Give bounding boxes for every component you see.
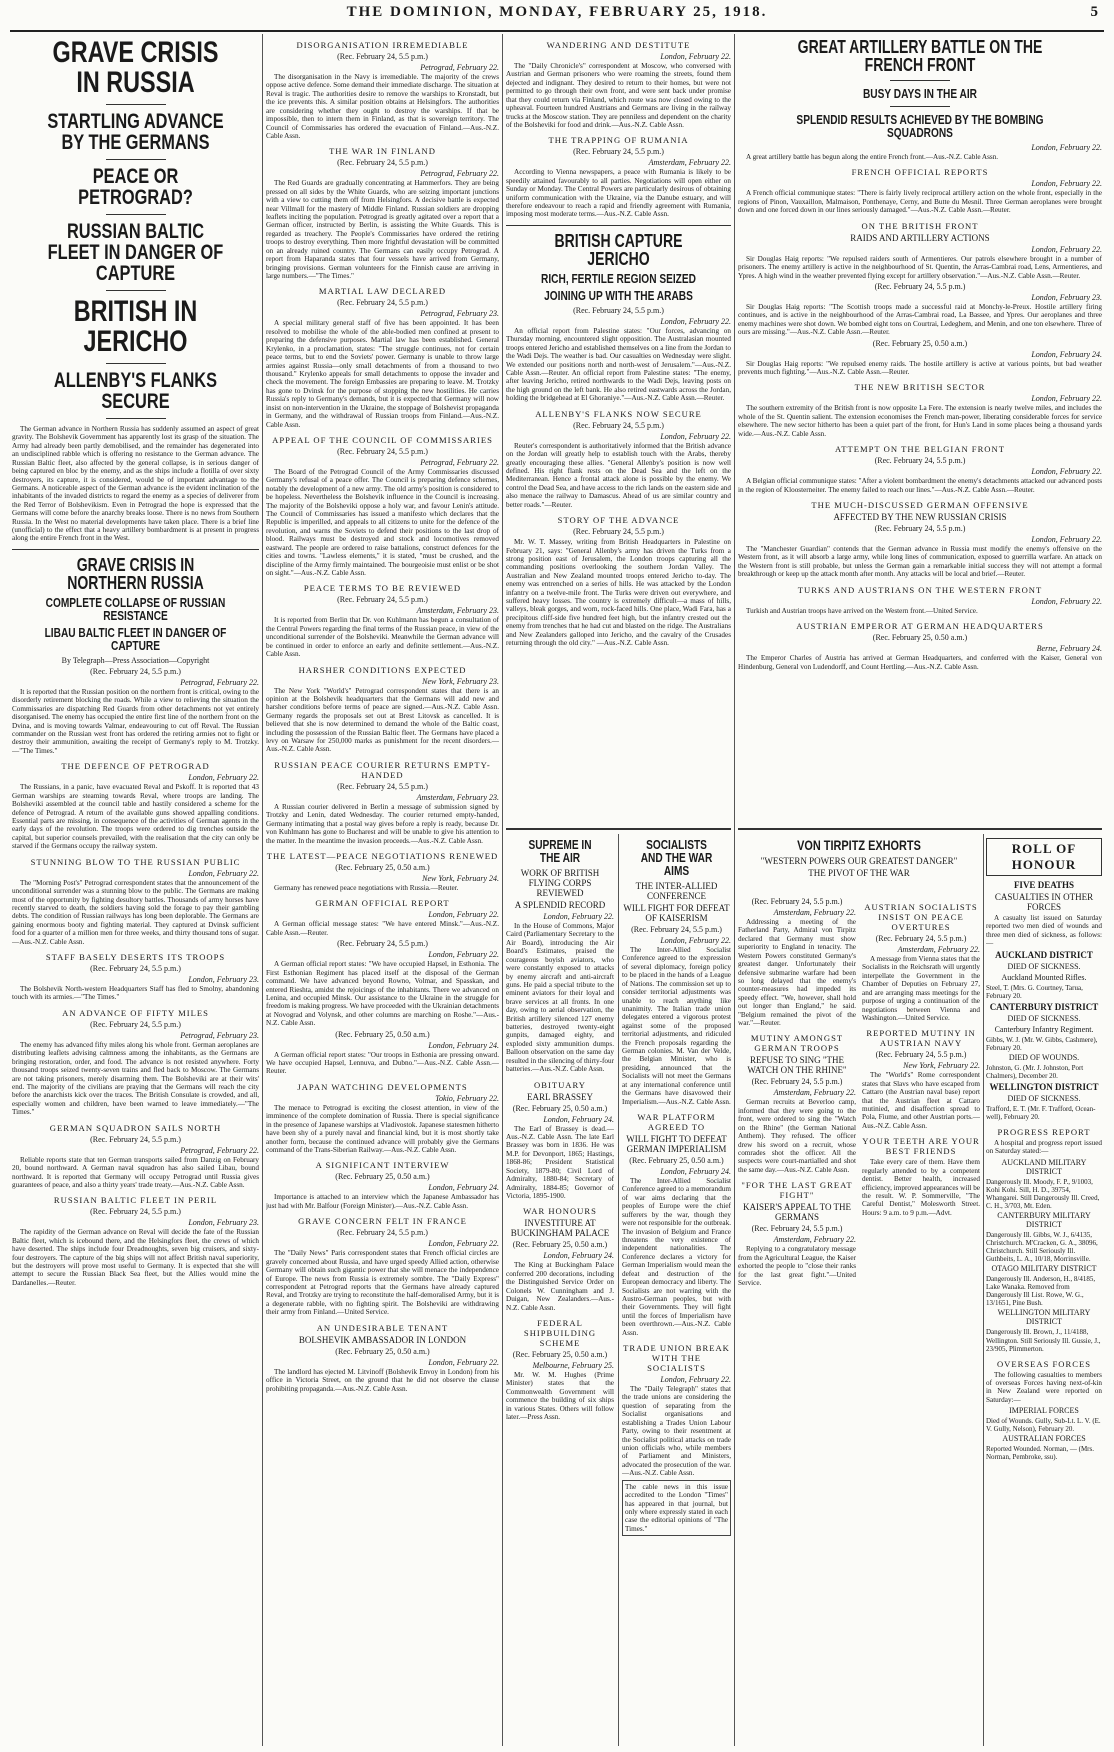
article-paragraph: According to Vienna newspapers, a peace with Rumania is likely to be speedily attained favourably to all parties. Negotiations will open either on Sunday or Monday. The Central Powers are particularly desirous of obtaining uniform communication with the Ukraine, via the Danube estuary, and will therefore endeavour to reach a rapid and friendly agreement with Rumania, imposing most moderate terms.—Aus.-N.Z. Cable Assn.	[506, 168, 731, 219]
article-paragraph: The Inter-Allied Socialist Conference agreed to a memorandum of war aims declaring that the peoples of Europe were the chief sufferers by the war, though they were not responsible for the outbreak. The invasion of Belgium and France threatens the very existence of independent nationalities. The Conference declares a victory for German Imperialism would mean the defeat and destruction of the European democracy and liberty. The Socialists are not warring with the Austro-German peoples, but with their Governments. They will fight until the forces of Imperialism have been overthrown.—Aus.-N.Z. Cable Assn.	[622, 1177, 731, 1337]
subheadline: REFUSE TO SING "THE WATCH ON THE RHINE"	[747, 1055, 847, 1076]
article-paragraph: A German official message states: "We have entered Minsk."—Aus.-N.Z. Cable Assn.—Reuter.	[266, 920, 499, 937]
dateline: Petrograd, February 22.	[180, 677, 259, 687]
advertisement: Take every care of them. Have them regularly attended to by a competent dentist. Better health, increased efficiency, improved appearances will be the result. W. P. Sommerville, "The Careful Dentist," Molesworth Street. Hours: 9 a.m. to 9 p.m.—Advt.	[862, 1158, 980, 1217]
section-heading: AUSTRIAN SOCIALISTS INSIST ON PEACE OVERTURES	[864, 902, 978, 932]
section-heading: ON THE BRITISH FRONT	[861, 220, 979, 231]
dateline: Amsterdam, February 22.	[773, 1088, 856, 1098]
section-heading: THE TRAPPING OF RUMANIA	[548, 135, 689, 146]
section-heading: GRAVE CONCERN FELT IN FRANCE	[298, 1216, 467, 1227]
received-line: (Rec. February 24, 5.5 p.m.)	[337, 595, 428, 605]
subheadline: WILL FIGHT FOR DEFEAT OF KAISERISM	[623, 903, 730, 923]
section-heading: MARTIAL LAW DECLARED	[318, 286, 447, 297]
dateline: Berne, February 24.	[1036, 644, 1102, 654]
section-heading: PROGRESS REPORT	[997, 1127, 1091, 1138]
section-heading: STORY OF THE ADVANCE	[557, 515, 680, 526]
headline: VON TIRPITZ EXHORTS	[797, 837, 921, 853]
received-line: (Rec. February 25, 0.50 a.m.)	[512, 1240, 608, 1250]
article-paragraph: A German official report states: "We have occupied Hapsel, in Esthonia. The First Esthonian Regiment has placed itself at the disposal of the German command. We have advanced beyond Rowno, Volmar, and Spasskan, and entered Rieshta, amidst the rejoicings of the inhabitants. There we advanced on Lenina, and occupied Minsk. Our assistance to the Ukraine in the struggle for freedom is making progress. We have proceeded with the Ukrainian detachments at Novograd and Volynsk, and other columns are marching on Roshe."—Aus.-N.Z. Cable Assn.	[266, 960, 499, 1028]
article-paragraph: The rapidity of the German advance on Reval will decide the fate of the Russian Baltic fleet, which is icebound there, and the Helsingfors fleet, the crews of which have deserted. The ships include four Dreadnoughts, seven big cruisers, and sixty-four destroyers. The capture of the big ships will not affect British naval superiority, but the destroyers will prove most useful to Germany. It is expected that she will attempt to secure the Russian Black Sea fleet, but the Allies would mine the Dardanelles.—Reuter.	[12, 1228, 259, 1287]
article-paragraph: Importance is attached to an interview which the Japanese Ambassador has just had with Mr. Balfour (Foreign Minister).—Aus.-N.Z. Cable Assn.	[266, 1193, 499, 1210]
article-paragraph: The "World's" Rome correspondent states that Slavs who have escaped from Cattaro (the Austrian naval base) report that the Austrian fleet at Cattaro mutinied, and disaffection spread to Pola, Fiume, and other Austrian ports.—Aus.-N.Z. Cable Assn.	[862, 1071, 980, 1130]
subheadline: CASUALTIES IN OTHER FORCES	[994, 892, 1094, 912]
received-line: (Rec. February 24, 5.5 p.m.)	[337, 446, 428, 456]
divider	[890, 80, 950, 81]
received-line: (Rec. February 25, 0.50 a.m.)	[335, 863, 430, 872]
section-heading: STAFF BASELY DESERTS ITS TROOPS	[45, 952, 226, 963]
received-line: (Rec. February 24, 5.5 p.m.)	[573, 420, 664, 430]
casualty-entry: Johnston, G. (Mr. J. Johnston, Port Chalmers), December 20.	[986, 1063, 1084, 1080]
casualty-category: DIED OF SICKNESS.	[1007, 961, 1081, 971]
dateline: London, February 22.	[1031, 467, 1102, 477]
received-line: (Rec. February 24, 5.5 p.m.)	[874, 524, 966, 534]
section-heading: STUNNING BLOW TO THE RUSSIAN PUBLIC	[30, 856, 241, 867]
roll-of-honour	[986, 834, 1102, 1746]
dateline: New York, February 23.	[422, 676, 499, 686]
section-heading: OBITUARY	[534, 1079, 586, 1090]
received-line: (Rec. February 24, 5.5 p.m.)	[90, 1207, 181, 1217]
dateline: London, February 22.	[428, 910, 499, 920]
subheadline: FIVE DEATHS	[1013, 880, 1075, 890]
article-paragraph: The "Morning Post's" Petrograd correspondent states that the announcement of the unconditional surrender was a stunning blow to the public. The Germans are making most of the opportunity by fighting desultory battles. Thousands of army horses have recently starved to death, the soldiers having sold the forage to pay their gambling debts. The condition of Russian railways has long been deplorable. The Germans are gaining enormous booty and fighting material. They captured at Dvinsk sufficient food for a quarter of a million men for three weeks, and thirty thousand tons of sugar.—Aus.-N.Z. Cable Assn.	[12, 878, 259, 946]
district-heading: WELLINGTON MILITARY DISTRICT	[997, 1308, 1091, 1327]
column-1	[12, 34, 259, 1746]
dateline: London, February 22.	[660, 52, 731, 61]
dateline: London, February 24.	[428, 1040, 499, 1050]
received-line: (Rec. February 24, 5.5 p.m.)	[573, 147, 664, 157]
divider	[106, 290, 166, 291]
received-line: (Rec. February 24, 5.5 p.m.)	[751, 897, 843, 906]
article-paragraph: Reuter's correspondent is authoritatively informed that the British advance on the Jordan will greatly help to establish touch with the Arabs, thereby greatly encouraging these allies. "General Allenby's position is now well defined. His right flank rests on the Dead Sea and the left on the Mediterranean. Hence a frontal attack alone is possible by the enemy. We control the Dead Sea, and have access to the rich lands on the eastern side and also menace the railway to Damascus. Ahead of us are similar country and better roads."—Reuter.	[506, 441, 731, 509]
received-line: (Rec. February 24, 5.5 p.m.)	[337, 298, 428, 308]
article-paragraph: It is reported from Berlin that Dr. von Kuhlmann has begun a consultation of the Central Powers regarding the final terms of the Russian peace, in view of the unconditional surrender of the Bolsheviki. Meanwhile the German advance will be continued in order to enforce an early and definite settlement.—Aus.-N.Z. Cable Assn.	[266, 616, 499, 659]
divider	[106, 418, 166, 419]
column-3-left-block	[506, 834, 614, 1746]
headline: GREAT ARTILLERY BATTLE ON THE FRENCH FRONT	[797, 37, 1043, 75]
article-paragraph: The Inter-Allied Socialist Conference agreed to the expression of several diplomacy, foreign policy to be placed in the hands of a League of Nations. The commission set up to consider territorial adjustments was unable to reach anything like unanimity. The Italian trade union delegates entered a vigorous protest against some of the proposed territorial adjustments, and ridiculed the French proposals regarding the German colonies. M. Van der Velde, the Belgian Minister, who is presiding, announced that the Socialists will not meet the Germans at any international conference until the Germans have disavowed their Imperialism.—Aus.-N.Z. Cable Assn.	[622, 946, 731, 1106]
section-heading: WANDERING AND DESTITUTE	[546, 40, 691, 50]
received-line: (Rec. February 24, 5.5 p.m.)	[337, 1228, 428, 1238]
subheadline: AFFECTED BY THE NEW RUSSIAN CRISIS	[833, 512, 1007, 523]
received-line: (Rec. February 24, 5.5 p.m.)	[90, 666, 181, 676]
dateline: Amsterdam, February 23.	[416, 606, 499, 616]
divider	[506, 225, 731, 226]
column-3-right-block	[622, 834, 731, 1746]
article-paragraph: The "Daily Telegraph" states that the trade unions are considering the question of separating from the Socialist organisations and establishing a Trades Union Labour Party, owing to their resentment at the Socialist political attacks on trade union officials who, while members of Parliament and Ministers, advocated the prosecution of the war.—Aus.-N.Z. Cable Assn.	[622, 1385, 731, 1478]
page-number: 5	[1090, 4, 1100, 20]
article-paragraph: Sir Douglas Haig reports: "The Scottish troops made a successful raid at Monchy-le-Preux. Hostile artillery firing continues, and is active in the neighbourhood of the Arras-Cambrai road, La Bassee, and Ypres. Our aeroplanes and three enemy machines were shot down. We bombed eight tons on Courtrai, Ledeghem, and Menin, and one ton elsewhere. Three of ours are missing."—Aus.-N.Z. Cable Assn.—Reuter.	[738, 302, 1102, 337]
article-paragraph: A great artillery battle has begun along the entire French front.—Aus.-N.Z. Cable Assn.	[746, 153, 999, 161]
article-paragraph: A casualty list issued on Saturday reported two men died of wounds and three men died of sickness, as follows:—	[986, 914, 1102, 948]
headline: GRAVE CRISIS IN RUSSIA	[52, 36, 219, 99]
article-paragraph: Sir Douglas Haig reports: "We repulsed raiders south of Armentieres. Our patrols elsewhere brought in a number of prisoners. The enemy artillery is active in the neighbourhood of St. Quentin, the Arras-Cambrai road, Lens, Armentieres, and Ypres. A high wind in the weather prevented flying except for artillery observation."—Aus.-N.Z. Cable Assn.—Reuter.	[738, 254, 1102, 280]
section-heading: "FOR THE LAST GREAT FIGHT"	[741, 1180, 853, 1201]
tirpitz-left-column	[738, 896, 856, 1746]
casualty-entry: Dangerously Ill. Anderson, H., 8/4185, Lake Wanaka. Removed from Dangerously Ill List. Rowe, W. G., 13/1651, Pine Bush.	[986, 1275, 1096, 1308]
casualty-entry: Trafford, E. T. (Mr. F. Trafford, Ocean-well), February 20.	[986, 1104, 1096, 1122]
article-paragraph: A message from Vienna states that the Socialists in the Reichsrath will urgently interpellate the Government in the Chamber of Deputies on February 27, and are arranging mass meetings for the purpose of urging a continuation of the negotiations between Vienna and Washington.—United Service.	[862, 955, 980, 1022]
unit-name: Auckland Mounted Rifles.	[1001, 972, 1087, 982]
masthead-title: THE DOMINION, MONDAY, FEBRUARY 25, 1918.	[346, 4, 768, 20]
dateline: Petrograd, February 22.	[180, 1145, 259, 1155]
headline: ALLENBY'S FLANKS SECURE	[53, 369, 218, 413]
received-line: (Rec. February 24, 5.5 p.m.)	[573, 305, 664, 315]
masthead	[10, 4, 1104, 32]
article-paragraph: German recruits at Beverloo camp, informed that they were going to the front, were ordered to sing the "Watch on the Rhine" (the German National Anthem). They refused. The officer drew his sword on a recruit, whose comrades shot the officer. All the suspects were court-martialled and shot the same day.—Aus.-N.Z. Cable Assn.	[738, 1098, 856, 1174]
column-rule	[618, 834, 619, 1746]
subheadline: RICH, FERTILE REGION SEIZED	[541, 270, 696, 286]
section-heading: HARSHER CONDITIONS EXPECTED	[298, 664, 467, 675]
article-paragraph: A Belgian official communique states: "After a violent bombardment the enemy's detachments attacked our advanced posts in the region of Kloosterneiter. The enemy failed to reach our lines."—Aus.-N.Z. Cable Assn.—Reuter.	[738, 477, 1102, 494]
received-line: (Rec. February 25, 0.50 a.m.)	[335, 1172, 430, 1182]
article-paragraph: The menace to Petrograd is exciting the closest attention, in view of the imminence of the complete domination of Russia. There is special significance in the presence of Japanese warships at Vladivostok. Japanese statesmen hitherto have been shy of a purely naval and financial kind, but it is most shortly take another form, because the continued advance will probably give the Germans command of the Trans-Siberian Railway.—Aus.-N.Z. Cable Assn.	[266, 1103, 499, 1155]
subheadline: BUSY DAYS IN THE AIR	[862, 86, 978, 101]
section-heading: A SIGNIFICANT INTERVIEW	[315, 1160, 450, 1171]
section-heading: THE DEFENCE OF PETROGRAD	[61, 761, 210, 772]
dateline: New York, February 22.	[903, 1061, 980, 1071]
column-rule	[734, 34, 735, 1746]
received-line: (Rec. February 24, 5.5 p.m.)	[874, 456, 966, 466]
dateline: Petrograd, February 23.	[420, 309, 499, 319]
received-line: (Rec. February 24, 5.5 p.m.)	[751, 1077, 843, 1087]
received-line: (Rec. February 25, 0.50 a.m.)	[335, 1029, 430, 1039]
dateline: Amsterdam, February 22.	[897, 945, 980, 954]
article-paragraph: The landlord has ejected M. Litvinoff (Bolshevik Envoy in London) from his office in Victoria Street, on the ground that he did not observe the clause prohibiting propaganda.—Aus.-N.Z. Cable Assn.	[266, 1367, 499, 1393]
article-paragraph: The enemy has advanced fifty miles along his whole front. German aeroplanes are distributing leaflets advising calmness among the inhabitants, as the Germans are bringing restoration, order, and food. The advance is not resisted anywhere. Forty thousand troops seized twenty-seven trains and fled back to Moscow. The Germans are not taking prisoners, merely disarming them. The Bolsheviki are at their wits' end. The majority of the civilians are praying that the Germans will reach the city before the anarchists kick over the traces. The British Consulate is crowded, and all, especially women and children, have been warned to leave immediately.—"The Times."	[12, 1040, 259, 1117]
dateline: Petrograd, February 22.	[420, 63, 499, 72]
article-paragraph: It is reported that the Russian position on the northern front is critical, owing to the disorderly retirement blocking the roads. While a view to relieving the situation the Commissaries are dispatching Red Guards from other detachments not yet entirely disorganised. The enemy has occupied the entire first line of the northern front on the Dvina, and is moving towards Valmar, endeavouring to cut off Reval. The Russian commander on the Russian west front has ordered the retiring armies not to fight or destroy their ammunition, awaiting the receipt of Germany's reply to M. Trotzky.—"The Times."	[12, 687, 259, 755]
dateline: Amsterdam, February 22.	[648, 158, 731, 168]
section-heading: THE WAR IN FINLAND	[329, 146, 436, 157]
section-heading: WAR HONOURS	[523, 1206, 597, 1217]
section-heading: AN ADVANCE OF FIFTY MILES	[62, 1007, 209, 1018]
received-line: (Rec. February 24, 5.5 p.m.)	[874, 281, 966, 291]
headline: STARTLING ADVANCE BY THE GERMANS	[47, 110, 224, 154]
headline: BRITISH CAPTURE JERICHO	[554, 230, 683, 269]
subheadline: KAISER'S APPEAL TO THE GERMANS	[742, 1202, 852, 1223]
dateline: London, February 22.	[660, 316, 731, 326]
section-heading: THE LATEST—PEACE NEGOTIATIONS RENEWED	[266, 851, 499, 861]
casualty-entry: Gibbs, W. J. (Mr. W. Gibbs, Cashmere), February 20.	[986, 1035, 1098, 1052]
subheadline: EARL BRASSEY	[527, 1091, 593, 1102]
dateline: London, February 22.	[428, 950, 499, 960]
section-heading: AN UNDESIRABLE TENANT	[316, 1322, 449, 1333]
casualty-entry: Reported Wounded. Norman, — (Mrs. Norman, Pembroke, ssu).	[986, 1445, 1094, 1462]
section-heading: THE NEW BRITISH SECTOR	[854, 382, 986, 393]
section-heading: RUSSIAN PEACE COURIER RETURNS EMPTY-HANDED	[274, 759, 491, 780]
subheadline: SPLENDID RESULTS ACHIEVED BY THE BOMBING SQUADRONS	[796, 112, 1044, 140]
article-paragraph: Germany has renewed peace negotiations with Russia.—Reuter.	[274, 884, 459, 892]
article-paragraph: In the House of Commons, Major Caird (Parliamentary Secretary to the Air Board), introducing the Air Board's Estimates, praised the courageous boyish aviators, who were constantly exposed to attacks by enemy aircraft and anti-aircraft guns. He paid a special tribute to the eminent aviators for their loyal and brave services at all fronts. In one day, owing to aerial observation, the British artillery silenced 127 enemy batteries, destroyed twenty-eight gunpits, damaged eighty, and exploded sixty ammunition dumps. Balloon observation on the same day resulted in the silencing of thirty-four batteries.—Aus.-N.Z. Cable Assn.	[506, 922, 614, 1074]
casualty-category: DIED OF SICKNESS.	[1007, 1013, 1081, 1023]
dateline: London, February 22.	[660, 431, 731, 441]
subheadline: "WESTERN POWERS OUR GREATEST DANGER"	[760, 856, 958, 866]
article-paragraph: Replying to a congratulatory message from the Agricultural League, the Kaiser exhorted the people to "close their ranks for the last great fight."—United Service.	[738, 1245, 856, 1287]
received-line: (Rec. February 24, 5.5 p.m.)	[90, 1134, 181, 1144]
dateline: London, February 22.	[188, 868, 259, 878]
article-paragraph: The Russians, in a panic, have evacuated Reval and Pskoff. It is reported that 43 German warships are steaming towards Reval, where troops are landing. The Bolsheviki assembled at the council table and hastily considered a scheme for the defence of Petrograd. A return of the available guns showed appalling conditions. Essential parts are missing, in consequence of the activities of German agents in the early days of the revolution. The troops were ordered to dig trenches outside the capital, but superior counsels prevailed, with the realisation that the city can only be starved if the Germans occupy the railway system.	[12, 783, 259, 851]
dateline: London, February 24.	[1031, 349, 1102, 359]
dateline: Amsterdam, February 23.	[416, 792, 499, 802]
dateline: Tokio, February 22.	[435, 1093, 499, 1103]
district-heading: AUCKLAND DISTRICT	[995, 949, 1093, 960]
column-rule	[262, 34, 263, 1746]
article-paragraph: The following casualties to members of overseas Forces having next-of-kin in New Zealand were reported on Saturday:—	[986, 1370, 1102, 1404]
article-paragraph: An official report from Palestine states: "Our forces, advancing on Thursday morning, encountered slight opposition. The Australasian mounted troops entered Jericho and established themselves on a line from the Jordan to the Wadi Dejs. The weather is bad. Our casualties on Wednesday were slight. We extended our positions north and north-west of Jerusalem."—Aus.-N.Z. Cable Assn.—Reuter. An official report from Palestine states: "The enemy, after leaving Jericho, retired northwards to the Wadi Dejs, leaving posts on the high ground on the left bank. He also retired eastwards across the Jordan, holding the bridgehead at El Ghoraniye."—Aus.-N.Z. Cable Assn.—Reuter.	[506, 326, 731, 403]
article-paragraph: A German official report states: "Our troops in Esthonia are pressing onward. We have occupied Hapsel, Lennuva, and Dubno."—Aus.-N.Z. Cable Assn.—Reuter.	[266, 1050, 499, 1076]
subheadline: WORK OF BRITISH FLYING CORPS REVIEWED	[520, 868, 600, 898]
forces-heading: IMPERIAL FORCES	[1009, 1406, 1079, 1416]
subheadline: LIBAU BALTIC FLEET IN DANGER OF CAPTURE	[44, 624, 227, 653]
article-paragraph: The "Daily News" Paris correspondent states that French official circles are gravely concerned about Russia, and have urged speedy Allied action, otherwise Germany will obtain such gigantic power that she will menace the independence of Europe. The news from Russia is extremely sombre. The "Daily Express" correspondent at Petrograd reports that the Germans have already captured Reval, and Trotzky are trying to reconstitute the half-demoralised Army, but it is a degenerate rabble, with no fighting spirit. The Bolsheviki are withdrawing their army from Finland.—United Service.	[266, 1249, 499, 1317]
tirpitz-block	[738, 834, 980, 1746]
column-4-upper	[738, 34, 1102, 824]
article-paragraph: A Russian courier delivered in Berlin a message of submission signed by Trotzky and Lenin, dated Wednesday. The courier returned empty-handed, Germany intimating that a postal way gives before a reply is ready, because Dr. von Kuhlmann has gone to Bucharest and will be unable to give his attention to the matter. In the meantime the invasion proceeds.—Aus.-N.Z. Cable Assn.	[266, 802, 499, 845]
received-line: (Rec. February 24, 5.5 p.m.)	[751, 1224, 843, 1234]
section-heading: FRENCH OFFICIAL REPORTS	[851, 167, 989, 178]
dateline: Amsterdam, February 22.	[773, 908, 856, 917]
received-line: (Rec. February 25, 0.50 a.m.)	[512, 1349, 608, 1359]
subheadline: A SPLENDID RECORD	[514, 900, 606, 910]
section-heading: TRADE UNION BREAK WITH THE SOCIALISTS	[623, 1343, 730, 1374]
article-paragraph: The Red Guards are gradually concentrating at Hammerfors. They are being pressed on all sides by the White Guards, who are seizing important junctions with a view to cutting them off from Helsingfors. A decisive battle is expected near Villmall for the mastery of Middle Finland. Russian soldiers are dropping leaflets inciting the population. Petrograd is greatly agitated over a report that a German officer, instructed by Berlin, is assisting the White Guards. This is regarded as treachery. The People's Commissaries have ordered the retiring troops to destroy everything. Then more frightful devastation will be committed on an already ruined country. The Germans can easily occupy Petrograd. A report from Haparanda states that four vessels have arrived from Germany, bringing provisions. German volunteers for the Finnish cause are arriving in large numbers.—"The Times."	[266, 179, 499, 281]
section-heading: ALLENBY'S FLANKS NOW SECURE	[535, 408, 702, 419]
subheadline: WILL FIGHT TO DEFEAT GERMAN IMPERIALISM	[626, 1134, 727, 1155]
district-heading: AUCKLAND MILITARY DISTRICT	[1001, 1157, 1087, 1176]
divider	[890, 106, 950, 107]
headline: PEACE OR PETROGRAD?	[78, 165, 193, 209]
received-line: (Rec. February 24, 5.5 p.m.)	[90, 964, 181, 974]
subheadline: THE PIVOT OF THE WAR	[808, 868, 910, 878]
dateline: London, February 22.	[660, 936, 731, 945]
dateline: London, February 22.	[660, 1375, 731, 1385]
dateline: London, February 23.	[1031, 292, 1102, 302]
column-3	[506, 34, 731, 1746]
received-line: (Rec. February 25, 0.50 a.m.)	[872, 338, 968, 348]
received-line: (Rec. February 24, 5.5 p.m.)	[337, 158, 428, 168]
section-heading: MUTINY AMONGST GERMAN TROOPS	[750, 1033, 844, 1054]
section-heading: AUSTRIAN EMPEROR AT GERMAN HEADQUARTERS	[796, 621, 1044, 632]
casualty-entry: Dangerously Ill. Gibbs, W. J., 6/4135, Christchurch. M'Cracken, G. A., 38096, Christchurch. Still Seriously Ill. Guthbeits, L. A., 10/18, Morrinsville.	[986, 1231, 1098, 1264]
section-heading: THE MUCH-DISCUSSED GERMAN OFFENSIVE	[811, 500, 1029, 511]
dateline: Amsterdam, February 22.	[773, 1235, 856, 1245]
column-rule	[502, 34, 503, 1746]
section-rule	[506, 828, 731, 830]
received-line: (Rec. February 25, 0.50 a.m.)	[872, 633, 968, 643]
casualty-entry: Dangerously Ill. Brown, J., 11/4188, Wellington. Still Seriously Ill. Gussie, J., 23/905, Plimmerton.	[986, 1328, 1101, 1353]
article-paragraph: The Earl of Brassey is dead.—Aus.-N.Z. Cable Assn. The late Earl Brassey was born in 1836. He was M.P. for Devonport, 1865; Hastings, 1868-86; President Statistical Society, 1879-80; Civil Lord of Admiralty, 1880-84; Secretary of Admiralty, 1884-85; Governor of Victoria, 1895-1900.	[506, 1124, 614, 1200]
section-heading: RUSSIAN BALTIC FLEET IN PERIL	[53, 1195, 218, 1206]
article-paragraph: The "Daily Chronicle's" correspondent at Moscow, who conversed with Austrian and German prisoners who were roaming the streets, found them dejected and indignant. They desired to return to their homes, but were not permitted to go through their own front, and were sent back under promise that they could return via Finland, which route was now closed owing to the upheaval. Fourteen hundred Austrians and Germans are living in the railway trucks at the Moscow station. They are penniless and dependent on the charity of the Bolsheviki for food and drink.—Aus.-N.Z. Cable Assn.	[506, 62, 731, 129]
received-line: (Rec. February 25, 0.50 a.m.)	[335, 1346, 430, 1356]
section-heading: TURKS AND AUSTRIANS ON THE WESTERN FRONT	[797, 584, 1043, 595]
section-heading: FEDERAL SHIPBUILDING SCHEME	[523, 1317, 597, 1348]
article-paragraph: The Board of the Petrograd Council of the Army Commissaries discussed Germany's refusal of a peace offer. The Council is preparing defence schemes, notably the development of a new army. The old army's position is considered to be hopeless. Nevertheless the Bolshevik influence in the Council is increasing. The majority of the Bolsheviki oppose a holy war, and favour Lenin's attitude. The Council of Commissaries has issued a manifesto which declares that the Republic is imperilled, and appeals to all citizens to unite for the defence of the revolution, and warns the Soviets to defend their positions to the last drop of blood. Railways must be destroyed and stock and locomotives removed eastward. The people are ordered to raise battalions, construct defences for the cities and towns. "Lawless elements," it is stated, "must be crushed, and the discipline of the Army firmly maintained. The bourgeoisie must enlist or be shot on sight."—Aus.-N.Z. Cable Assn.	[266, 467, 499, 577]
divider	[106, 104, 166, 105]
article-paragraph: Turkish and Austrian troops have arrived on the Western front.—United Service.	[746, 606, 978, 615]
dateline: Petrograd, February 23.	[180, 1030, 259, 1040]
headline: SUPREME IN THE AIR	[528, 837, 592, 865]
dateline: London, February 22.	[1031, 535, 1102, 545]
subheadline: BOLSHEVIK AMBASSADOR IN LONDON	[298, 1334, 467, 1345]
headline: SOCIALISTS AND THE WAR AIMS	[640, 837, 713, 878]
section-heading: OVERSEAS FORCES	[996, 1358, 1092, 1369]
dateline: London, February 22.	[428, 1357, 499, 1367]
casualty-entry: Dangerously Ill. Moody, F. P., 9/1003, Kohi Kohi. Sill, H. D., 39754, Whangarei. Still Dangerously Ill. Creed, C. H., 3/703, Mt. Eden.	[986, 1177, 1100, 1211]
section-heading: GERMAN OFFICIAL REPORT	[315, 898, 450, 909]
section-heading: WAR PLATFORM AGREED TO	[637, 1112, 716, 1133]
byline: By Telegraph—Press Association—Copyright	[61, 655, 210, 665]
article-paragraph: The disorganisation in the Navy is irremediable. The majority of the crews oppose active defence. Some demand their immediate discharge. The situation at Reval is tragic. The authorities desire to remove the warships to Kronstadt, but the ice prevents this. A similar position obtains at Helsingfors. The authorities are considering whether they ought to destroy the warships. If that be impossible, then to intern them in Finland, as that is sovereign territory. The Council of Commissaries has ordered the evacuation of Finland.—Aus.-N.Z. Cable Assn.	[266, 73, 499, 140]
dateline: London, February 22.	[1031, 143, 1102, 152]
dateline: London, February 22.	[428, 1239, 499, 1249]
article-paragraph: Reliable reports state that ten German transports sailed from Danzig on February 20, bound northward. A German naval squadron has also sailed Libau, bound northward. It is reported that Germany will occupy Petrograd until Russia gives guarantees of peace, and also a thirty years' trade treaty.—Aus.-N.Z. Cable Assn.	[12, 1155, 259, 1189]
received-line: (Rec. February 24, 5.5 p.m.)	[337, 939, 428, 949]
dateline: London, February 22.	[188, 773, 259, 783]
headline: ROLL OF HONOUR	[986, 838, 1102, 876]
editorial-note: The cable news in this issue accredited to the London "Times" has appeared in that journal, but only where expressly stated in each case the editorial opinions of "The Times."	[622, 1480, 731, 1537]
article-paragraph: The German advance in Northern Russia has suddenly assumed an aspect of great gravity. The Bolshevik Government has apparently lost its grasp of the situation. The Army had already been partly demobilised, and the remainder has degenerated into an undisciplined rabble which is offering no resistance to the German advance. The Russian Baltic fleet, also affected by the general collapse, is in serious danger of being captured en bloc by the enemy, and as the ships include a flotilla of over sixty destroyers, its capture, it is considered, would be of important advantage to the Germans. A noticeable aspect of the German advance is the evident inclination of the inhabitants of the invaded districts to regard the enemy as a species of deliverer from the Red Terror of Bolshevikism. Even in Petrograd the hope is expressed that the Germans will come before the anarchy breaks loose. There is no news from Southern Russia. In the West no material developments have taken place. There is a brief line (unofficial) to the effect that a heavy artillery bombardment is at present in progress along the entire French front in the West.	[12, 425, 259, 543]
subheadline: COMPLETE COLLAPSE OF RUSSIAN RESISTANCE	[45, 594, 226, 623]
received-line: (Rec. February 25, 0.50 a.m.)	[629, 1156, 724, 1166]
dateline: London, February 23.	[188, 1218, 259, 1228]
dateline: Petrograd, February 22.	[420, 457, 499, 467]
article-paragraph: A French official communique states: "There is fairly lively reciprocal artillery action on the whole front, especially in the regions of Pinon, Vauxaillon, Malmaison, Ponthenaye, Cerny, and Butte du Mesnil. Three German aeroplanes were brought down and one forced down in our lines seriously damaged."—Aus.-N.Z. Cable Assn.—Reuter.	[738, 189, 1102, 215]
section-heading: REPORTED MUTINY IN AUSTRIAN NAVY	[866, 1028, 976, 1049]
dateline: Melbourne, February 25.	[532, 1360, 614, 1370]
dateline: London, February 22.	[1031, 244, 1102, 254]
article-paragraph: Addressing a meeting of the Fatherland Party, Admiral von Tirpitz declared that Germany must show superiority to England in tenacity. The Western Powers constituted Germany's greatest danger. Unfortunately their defensive submarine warfare had been so long delayed that the enemy's counter-measures had impeded its speedy effect. "We, however, shall hold out longer than England," he said. "Belgium remained the pivot of the war."—Reuter.	[738, 918, 856, 1028]
subheadline: RAIDS AND ARTILLERY ACTIONS	[850, 232, 990, 243]
article-paragraph: A hospital and progress report issued on Saturday stated:—	[986, 1139, 1102, 1156]
subheadline: THE INTER-ALLIED CONFERENCE	[635, 881, 718, 901]
section-heading: JAPAN WATCHING DEVELOPMENTS	[297, 1081, 468, 1092]
tirpitz-right-column	[862, 896, 980, 1746]
subheadline: JOINING UP WITH THE ARABS	[544, 287, 693, 303]
divider	[106, 363, 166, 364]
dateline: Petrograd, February 22.	[420, 169, 499, 179]
dateline: London, February 23.	[188, 975, 259, 985]
article-paragraph: The Emperor Charles of Austria has arrived at German Headquarters, and conferred with the Kaiser, General von Hindenburg, General von Ludendorff, and Count Hertling.—Aus.-N.Z. Cable Assn.	[738, 654, 1102, 671]
received-line: (Rec. February 24, 5.5 p.m.)	[573, 527, 664, 537]
dateline: London, February 24.	[428, 1183, 499, 1193]
article-paragraph: The "Manchester Guardian" contends that the German advance in Russia must modify the enemy's offensive on the Western front, as it will absorb a large army, while long lines of communication, exposed to guerrilla warfare. An attack on the Western front is still probable, but unless the German gain a remarkable initial success they will not attempt a formal breakthrough or keep up the attack month after month. Any attacks will be local and brief.—Reuter.	[738, 545, 1102, 579]
casualty-entry: Steel, T. (Mrs. G. Courtney, Tarua, February 20.	[986, 983, 1083, 1000]
dateline: New York, February 24.	[422, 874, 499, 883]
casualty-entry: Died of Wounds. Gully, Sub-Lt. L. V. (E. V. Gully, Nelson), February 20.	[986, 1417, 1101, 1434]
dateline: London, February 22.	[1031, 394, 1102, 404]
casualty-category: DIED OF WOUNDS.	[1008, 1052, 1080, 1062]
received-line: (Rec. February 24, 5.5 p.m.)	[337, 781, 428, 791]
article-paragraph: Sir Douglas Haig reports: "We repulsed enemy raids. The hostile artillery is active at various points, but bad weather prevents much fighting."—Aus.-N.Z. Cable Assn.—Reuter.	[738, 359, 1102, 377]
divider	[106, 159, 166, 160]
headline: GRAVE CRISIS IN NORTHERN RUSSIA	[67, 554, 204, 593]
received-line: (Rec. February 24, 5.5 p.m.)	[631, 925, 722, 934]
subheadline: INVESTITURE AT BUCKINGHAM PALACE	[510, 1218, 610, 1239]
section-rule	[738, 828, 1102, 830]
divider	[106, 214, 166, 215]
article-paragraph: The southern extremity of the British front is now opposite La Fere. The extension is nearly twelve miles, and includes the whole of the St. Quentin salient. The extension economises the French man-power, liberating considerable forces for service elsewhere. The new sector hitherto has been a quiet part of the front, for Hun's Land in some places being a thousand yards wide.—Aus.-N.Z. Cable Assn.	[738, 404, 1102, 438]
casualty-category: DIED OF SICKNESS.	[1007, 1093, 1081, 1103]
dateline: London, February 24.	[660, 1167, 731, 1177]
dateline: London, February 24.	[543, 1114, 614, 1124]
forces-heading: AUSTRALIAN FORCES	[1002, 1434, 1086, 1444]
district-heading: OTAGO MILITARY DISTRICT	[991, 1264, 1097, 1274]
section-heading: APPEAL OF THE COUNCIL OF COMMISSARIES	[272, 434, 493, 445]
section-heading: GERMAN SQUADRON SAILS NORTH	[49, 1122, 222, 1133]
unit-name: Canterbury Infantry Regiment.	[994, 1024, 1094, 1034]
dateline: London, February 22.	[1031, 596, 1102, 606]
received-line: (Rec. February 24, 5.5 p.m.)	[875, 1050, 967, 1060]
received-line: (Rec. February 24, 5.5 p.m.)	[337, 52, 428, 61]
article-paragraph: Mr. W. T. Massey, writing from British Headquarters in Palestine on February 21, says: "General Allenby's army has driven the Turks from a strong position east of Jerusalem, the London troops capturing all the commanding positions overlooking the southern Jordan Valley. The Australian and New Zealand mounted troops entered Jericho to-day. The enemy was entrenched on a series of hills. He was attacked by the London infantry on a twelve-mile front. The Turks were driven out everywhere, and suffered heavy losses. The country is extremely difficult—a mass of hills, valleys, bleak gorges, and worn, rock-faced hills. One place, Wadi Fara, has a precipitous cliff-side five hundred feet high, but the infantry crested out the enemy from trenches that he had cut and blasted on the ridge. The Australians and New Zealanders galloped into Jericho, and the cavalry of the Crusades returning through the old city." —Aus.-N.Z. Cable Assn.	[506, 538, 731, 648]
dateline: London, February 22.	[1031, 179, 1102, 189]
section-heading: ATTEMPT ON THE BELGIAN FRONT	[835, 444, 1005, 455]
headline: RUSSIAN BALTIC FLEET IN DANGER OF CAPTURE	[47, 220, 224, 285]
dateline: London, February 24.	[543, 1251, 614, 1261]
received-line: (Rec. February 24, 5.5 p.m.)	[90, 1019, 181, 1029]
article-paragraph: The New York "World's" Petrograd correspondent states that there is an opinion at the Bolshevik headquarters that the Germans will add new and harsher conditions before terms of peace are signed.—Aus.-N.Z. Cable Assn. Germany regards the proposals set out at Brest Litovsk as cancelled. It is believed that she is now determined to demand the whole of the Baltic coast, including the possession of the Russian Baltic fleet. The Germans have placed a levy on Warsaw for 250,000 marks as punishment for the recent disorders.—Aus.-N.Z. Cable Assn.	[266, 686, 499, 754]
district-heading: CANTERBURY DISTRICT	[989, 1001, 1099, 1012]
received-line: (Rec. February 25, 0.50 a.m.)	[512, 1103, 608, 1113]
divider	[12, 549, 259, 550]
article-paragraph: The King at Buckingham Palace conferred 200 decorations, including the Distinguished Service Order on Colonels W. Cunningham and J. Duigan, New Zealanders.—Aus.-N.Z. Cable Assn.	[506, 1261, 614, 1312]
column-2	[266, 34, 499, 1746]
headline: BRITISH IN JERICHO	[73, 295, 198, 358]
article-paragraph: A special military general staff of five has been appointed. It has been resolved to mobilise the whole of the able-bodied men confined at present to preparing the defensive purposes. Martial law has been established. General Krylenko, in a proclamation, states: "The struggle continues, not for certain peace terms, but to end the Soviets' power. Germany is unable to throw large armies against Russia—only small detachments of from a thousand to two thousand." Krylenko appeals for small detachments to oppose the invader and check the movement. The foreign Embassies are preparing to leave. M. Trotzky has gone to Dvinsk for the purpose of stopping the new hostilities. He carries Russia's reply to Germany's demands, but it is expected that Germany will now insist on non-intervention in the Ukraine, the stoppage of Bolshevist propaganda in Germany, and the withdrawal of Russian troops from Finland.—Aus.-N.Z. Cable Assn.	[266, 319, 499, 429]
column-rule	[983, 834, 984, 1746]
section-heading: DISORGANISATION IRREMEDIABLE	[296, 40, 469, 50]
article-paragraph: Mr. W. M. Hughes (Prime Minister) states that the Commonwealth Government will commence the building of six ships in various States. Others will follow later.—Press Assn.	[506, 1370, 614, 1422]
section-heading: YOUR TEETH ARE YOUR BEST FRIENDS	[862, 1136, 980, 1157]
district-heading: CANTERBURY MILITARY DISTRICT	[997, 1211, 1091, 1230]
section-heading: PEACE TERMS TO BE REVIEWED	[303, 583, 462, 594]
received-line: (Rec. February 24, 5.5 p.m.)	[875, 934, 967, 943]
column-4	[738, 34, 1102, 1746]
dateline: London, February 22.	[543, 912, 614, 921]
district-heading: WELLINGTON DISTRICT	[989, 1081, 1099, 1092]
article-paragraph: The Bolshevik North-western Headquarters Staff has fled to Smolny, abandoning touch with its armies.—"The Times."	[12, 985, 259, 1002]
column-3-upper	[506, 34, 731, 824]
